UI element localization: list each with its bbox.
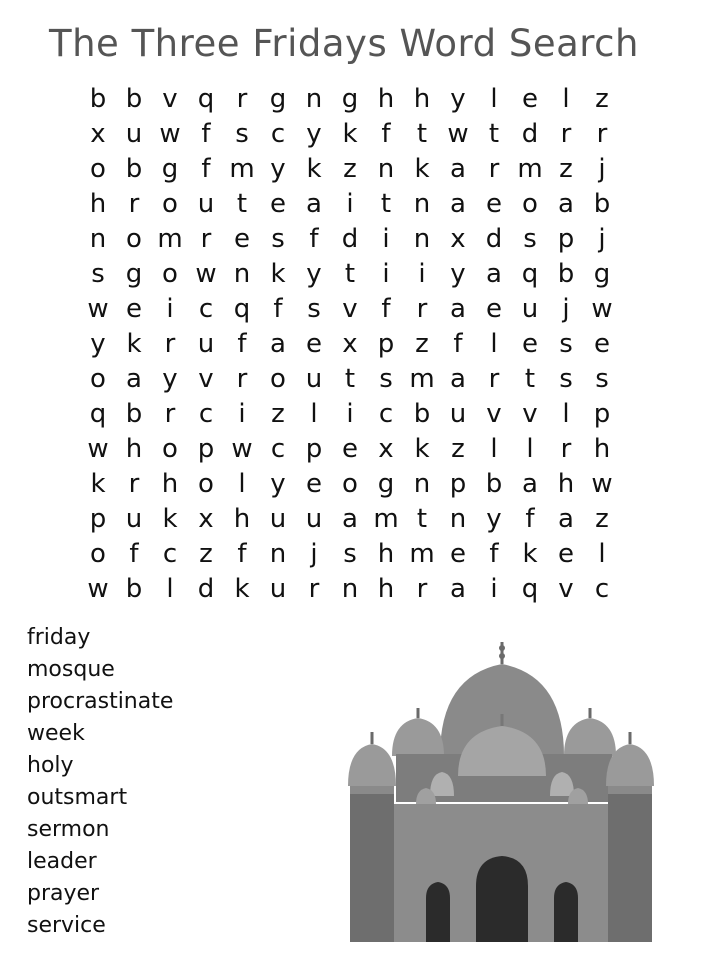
grid-letter: o (90, 539, 106, 569)
grid-letter: n (377, 154, 395, 184)
grid-letter: c (162, 539, 178, 569)
grid-letter: r (596, 119, 608, 149)
grid-letter: b (413, 399, 431, 429)
grid-letter: v (522, 399, 538, 429)
grid-letter: r (560, 434, 572, 464)
grid-letter: w (591, 469, 613, 499)
grid-letter: v (342, 294, 358, 324)
grid-letter: l (562, 399, 570, 429)
grid-letter: y (270, 469, 286, 499)
grid-letter: r (236, 84, 248, 114)
grid-letter: l (238, 469, 246, 499)
grid-letter: m (157, 224, 183, 254)
grid-row (80, 467, 620, 502)
grid-letter: p (305, 434, 323, 464)
grid-letter: y (486, 504, 502, 534)
grid-row (80, 327, 620, 362)
grid-letter: l (562, 84, 570, 114)
grid-letter: o (270, 364, 286, 394)
grid-letter: a (450, 294, 466, 324)
grid-letter: k (522, 539, 538, 569)
grid-letter: i (418, 259, 426, 289)
grid-letter: k (162, 504, 178, 534)
word-list-item: prayer (27, 881, 100, 906)
grid-letter: z (595, 504, 609, 534)
grid-letter: c (270, 119, 286, 149)
grid-letter: o (522, 189, 538, 219)
grid-letter: h (413, 84, 431, 114)
grid-letter: u (269, 504, 287, 534)
grid-letter: b (125, 574, 143, 604)
grid-letter: w (231, 434, 253, 464)
grid-letter: g (593, 259, 611, 289)
grid-letter: p (593, 399, 611, 429)
grid-letter: m (409, 364, 435, 394)
grid-letter: a (450, 154, 466, 184)
grid-letter: a (450, 364, 466, 394)
grid-letter: e (234, 224, 250, 254)
grid-letter: i (166, 294, 174, 324)
grid-letter: n (413, 469, 431, 499)
grid-letter: r (488, 154, 500, 184)
grid-letter: t (380, 189, 392, 219)
grid-letter: l (490, 434, 498, 464)
grid-letter: f (453, 329, 463, 359)
grid-letter: s (595, 364, 609, 394)
grid-letter: a (558, 504, 574, 534)
grid-letter: l (166, 574, 174, 604)
grid-letter: e (270, 189, 286, 219)
grid-letter: t (344, 259, 356, 289)
grid-letter: c (594, 574, 610, 604)
grid-letter: h (593, 434, 611, 464)
grid-row (80, 117, 620, 152)
grid-letter: s (307, 294, 321, 324)
grid-letter: x (450, 224, 466, 254)
grid-letter: e (522, 329, 538, 359)
grid-letter: b (485, 469, 503, 499)
grid-letter: v (558, 574, 574, 604)
grid-letter: k (90, 469, 106, 499)
grid-letter: c (198, 399, 214, 429)
grid-letter: i (382, 259, 390, 289)
grid-letter: r (164, 399, 176, 429)
grid-letter: o (162, 434, 178, 464)
grid-letter: r (128, 189, 140, 219)
grid-letter: r (416, 574, 428, 604)
grid-letter: e (594, 329, 610, 359)
grid-letter: e (342, 434, 358, 464)
grid-letter: o (342, 469, 358, 499)
grid-row (80, 152, 620, 187)
grid-letter: o (90, 154, 106, 184)
grid-letter: o (162, 189, 178, 219)
grid-letter: u (125, 119, 143, 149)
grid-letter: a (342, 504, 358, 534)
grid-letter: x (378, 434, 394, 464)
word-search-grid (80, 82, 620, 607)
grid-letter: k (414, 154, 430, 184)
grid-letter: w (591, 294, 613, 324)
grid-letter: a (486, 259, 502, 289)
grid-letter: h (125, 434, 143, 464)
grid-letter: s (379, 364, 393, 394)
grid-letter: w (195, 259, 217, 289)
word-list-item: sermon (27, 817, 110, 842)
grid-letter: m (409, 539, 435, 569)
grid-letter: b (593, 189, 611, 219)
grid-letter: y (162, 364, 178, 394)
grid-letter: z (199, 539, 213, 569)
grid-letter: m (517, 154, 543, 184)
grid-letter: n (269, 539, 287, 569)
grid-letter: q (521, 574, 539, 604)
grid-letter: h (557, 469, 575, 499)
word-list-item: week (27, 721, 85, 746)
grid-letter: o (90, 364, 106, 394)
grid-letter: l (526, 434, 534, 464)
grid-letter: t (344, 364, 356, 394)
grid-letter: r (164, 329, 176, 359)
grid-letter: h (377, 84, 395, 114)
grid-letter: t (416, 119, 428, 149)
grid-letter: o (162, 259, 178, 289)
grid-letter: j (310, 539, 318, 569)
word-list-item: holy (27, 753, 74, 778)
grid-row (80, 187, 620, 222)
grid-letter: a (306, 189, 322, 219)
grid-letter: f (381, 294, 391, 324)
grid-letter: y (306, 119, 322, 149)
grid-letter: n (413, 189, 431, 219)
grid-letter: f (201, 119, 211, 149)
grid-letter: r (488, 364, 500, 394)
grid-letter: q (197, 84, 215, 114)
grid-letter: e (306, 469, 322, 499)
grid-letter: n (89, 224, 107, 254)
grid-letter: l (598, 539, 606, 569)
grid-letter: y (270, 154, 286, 184)
grid-letter: f (237, 329, 247, 359)
grid-letter: s (523, 224, 537, 254)
grid-letter: n (233, 259, 251, 289)
grid-letter: z (271, 399, 285, 429)
grid-letter: w (87, 574, 109, 604)
grid-letter: x (198, 504, 214, 534)
grid-letter: w (87, 294, 109, 324)
grid-letter: u (197, 329, 215, 359)
grid-letter: p (557, 224, 575, 254)
grid-letter: q (233, 294, 251, 324)
grid-letter: q (89, 399, 107, 429)
grid-letter: e (486, 189, 502, 219)
grid-letter: s (235, 119, 249, 149)
word-list (27, 622, 173, 942)
grid-row (80, 292, 620, 327)
grid-letter: i (346, 189, 354, 219)
grid-letter: s (91, 259, 105, 289)
grid-letter: g (269, 84, 287, 114)
grid-letter: f (129, 539, 139, 569)
grid-letter: i (346, 399, 354, 429)
grid-letter: a (126, 364, 142, 394)
grid-letter: s (559, 329, 573, 359)
grid-letter: z (415, 329, 429, 359)
grid-letter: i (490, 574, 498, 604)
grid-letter: d (521, 119, 539, 149)
grid-letter: a (270, 329, 286, 359)
grid-letter: h (377, 539, 395, 569)
grid-letter: h (377, 574, 395, 604)
mosque-illustration (340, 636, 660, 946)
grid-letter: a (558, 189, 574, 219)
grid-letter: n (341, 574, 359, 604)
grid-letter: x (342, 329, 358, 359)
grid-row (80, 572, 620, 607)
grid-letter: b (89, 84, 107, 114)
grid-row (80, 537, 620, 572)
grid-letter: g (341, 84, 359, 114)
grid-letter: t (416, 504, 428, 534)
grid-letter: k (342, 119, 358, 149)
grid-letter: e (522, 84, 538, 114)
grid-letter: a (450, 189, 466, 219)
grid-letter: l (310, 399, 318, 429)
grid-letter: h (161, 469, 179, 499)
grid-letter: f (201, 154, 211, 184)
grid-letter: g (161, 154, 179, 184)
grid-letter: e (486, 294, 502, 324)
grid-letter: q (521, 259, 539, 289)
grid-letter: l (490, 84, 498, 114)
grid-letter: a (522, 469, 538, 499)
word-list-item: service (27, 913, 106, 938)
grid-letter: e (450, 539, 466, 569)
grid-letter: v (486, 399, 502, 429)
grid-row (80, 502, 620, 537)
grid-letter: p (197, 434, 215, 464)
grid-letter: g (125, 259, 143, 289)
grid-letter: a (450, 574, 466, 604)
grid-letter: c (378, 399, 394, 429)
grid-letter: v (162, 84, 178, 114)
grid-letter: v (198, 364, 214, 394)
grid-letter: d (485, 224, 503, 254)
grid-letter: y (450, 259, 466, 289)
grid-letter: d (197, 574, 215, 604)
grid-letter: z (451, 434, 465, 464)
grid-letter: b (125, 154, 143, 184)
grid-row (80, 257, 620, 292)
grid-letter: i (238, 399, 246, 429)
grid-letter: l (490, 329, 498, 359)
grid-letter: f (489, 539, 499, 569)
grid-letter: w (447, 119, 469, 149)
grid-letter: k (270, 259, 286, 289)
grid-letter: m (373, 504, 399, 534)
grid-letter: m (229, 154, 255, 184)
grid-letter: j (598, 154, 606, 184)
grid-letter: f (381, 119, 391, 149)
grid-letter: j (562, 294, 570, 324)
grid-row (80, 362, 620, 397)
word-list-item: friday (27, 625, 91, 650)
grid-letter: n (449, 504, 467, 534)
grid-letter: f (309, 224, 319, 254)
grid-letter: s (343, 539, 357, 569)
word-list-item: mosque (27, 657, 115, 682)
word-list-item: procrastinate (27, 689, 174, 714)
grid-letter: r (128, 469, 140, 499)
grid-letter: f (273, 294, 283, 324)
grid-letter: y (450, 84, 466, 114)
grid-letter: u (197, 189, 215, 219)
page-title: The Three Fridays Word Search (49, 22, 639, 65)
grid-letter: k (306, 154, 322, 184)
grid-letter: r (200, 224, 212, 254)
grid-row (80, 397, 620, 432)
grid-letter: r (236, 364, 248, 394)
grid-row (80, 82, 620, 117)
grid-letter: t (236, 189, 248, 219)
word-list-item: outsmart (27, 785, 128, 810)
grid-letter: w (159, 119, 181, 149)
grid-letter: t (524, 364, 536, 394)
grid-letter: j (598, 224, 606, 254)
grid-letter: c (270, 434, 286, 464)
grid-letter: r (560, 119, 572, 149)
grid-letter: c (198, 294, 214, 324)
grid-letter: k (414, 434, 430, 464)
grid-letter: p (377, 329, 395, 359)
grid-letter: b (125, 84, 143, 114)
grid-letter: n (413, 224, 431, 254)
grid-letter: o (198, 469, 214, 499)
grid-letter: y (90, 329, 106, 359)
word-list-item: leader (27, 849, 97, 874)
grid-letter: p (449, 469, 467, 499)
grid-letter: r (308, 574, 320, 604)
grid-letter: r (416, 294, 428, 324)
grid-letter: i (382, 224, 390, 254)
grid-letter: g (377, 469, 395, 499)
grid-letter: u (305, 504, 323, 534)
grid-letter: y (306, 259, 322, 289)
grid-letter: e (558, 539, 574, 569)
grid-letter: z (343, 154, 357, 184)
grid-letter: e (306, 329, 322, 359)
grid-letter: u (305, 364, 323, 394)
grid-letter: e (126, 294, 142, 324)
grid-letter: x (90, 119, 106, 149)
grid-letter: u (269, 574, 287, 604)
grid-letter: d (341, 224, 359, 254)
grid-letter: z (595, 84, 609, 114)
grid-letter: k (234, 574, 250, 604)
grid-letter: b (557, 259, 575, 289)
grid-letter: b (125, 399, 143, 429)
grid-letter: o (126, 224, 142, 254)
grid-letter: w (87, 434, 109, 464)
grid-row (80, 432, 620, 467)
grid-letter: u (449, 399, 467, 429)
grid-letter: k (126, 329, 142, 359)
grid-letter: n (305, 84, 323, 114)
grid-letter: s (271, 224, 285, 254)
grid-letter: f (525, 504, 535, 534)
grid-row (80, 222, 620, 257)
grid-letter: z (559, 154, 573, 184)
grid-letter: f (237, 539, 247, 569)
grid-letter: u (125, 504, 143, 534)
grid-letter: h (233, 504, 251, 534)
grid-letter: h (89, 189, 107, 219)
grid-letter: u (521, 294, 539, 324)
grid-letter: t (488, 119, 500, 149)
grid-letter: s (559, 364, 573, 394)
grid-letter: p (89, 504, 107, 534)
